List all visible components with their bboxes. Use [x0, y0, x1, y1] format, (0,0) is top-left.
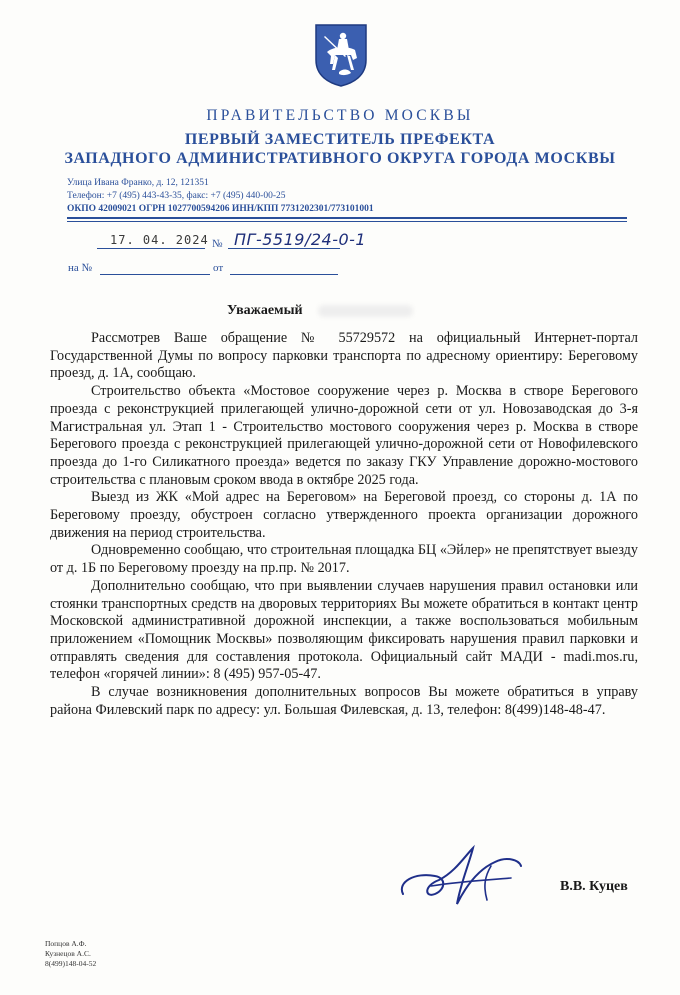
number-sign: №: [212, 238, 223, 250]
contacts-block: [67, 177, 374, 216]
redacted-name: [318, 305, 413, 317]
on-number-label: на №: [68, 262, 93, 274]
address-line: Улица Ивана Франко, д. 12, 121351: [67, 178, 209, 188]
from-label: от: [213, 262, 224, 274]
signer-name: В.В. Куцев: [560, 879, 628, 894]
registration-date-stamp: 17. 04. 2024: [110, 233, 209, 247]
letter-body: [50, 330, 638, 719]
executor-2: Кузнецов А.С.: [45, 949, 91, 958]
paragraph: Строительство объекта «Мостовое сооружение через р. Москва в створе Берегового проезда с реконструкцией прилегающей улично-дорожной сети от ул. Новозаводская до 3-я Магистральная ул. Этап 1 - Строительство мостового сооружения через р. Москва в створе Берегового проезда с реконструкцией прилегающей улично-дорожной сети от Новофилевского проезда до 1-го Силикатного проезда» ведется по заказу ГКУ Управление дорожно-мостового строительства с плановым сроком ввода в октябре 2025 года.: [50, 383, 638, 488]
header-rule-thin: [67, 221, 627, 222]
office-title-line2: ЗАПАДНОГО АДМИНИСТРАТИВНОГО ОКРУГА ГОРОДА МОСКВЫ: [64, 150, 616, 167]
registration-number: ПГ-5519/24-0-1: [234, 230, 367, 249]
government-title: ПРАВИТЕЛЬСТВО МОСКВЫ: [206, 107, 474, 124]
executor-phone: 8(499)148-04-52: [45, 959, 97, 968]
header-rule-thick: [67, 217, 627, 219]
paragraph: Дополнительно сообщаю, что при выявлении случаев нарушения правил остановки или стоянки транспортных средств на дворовых территориях Вы можете обратиться в контакт центр Московской административной дорожной инспекции, а также воспользоваться мобильным приложением «Помощник Москвы» позволяющим фиксировать нарушения правил парковки и отправлять сведения для составления протокола. Официальный сайт МАДИ - madi.mos.ru, телефон «горячей линии»: 8 (495) 957-05-47.: [50, 577, 638, 683]
greeting: Уважаемый: [227, 303, 303, 318]
moscow-coat-of-arms-icon: [313, 22, 369, 88]
from-line: [230, 260, 338, 275]
phones-line: Телефон: +7 (495) 443-43-35, факс: +7 (495) 440-00-25: [67, 191, 286, 201]
executors-block: [45, 939, 96, 969]
paragraph: Рассмотрев Ваше обращение № 55729572 на официальный Интернет-портал Государственной Думы по вопросу парковки транспорта по адресному ориентиру: Береговому проезд, д. 1А, сообщаю.: [50, 330, 638, 382]
paragraph: Выезд из ЖК «Мой адрес на Береговом» на Береговой проезд, со стороны д. 1А по Береговому проезду, обустроен согласно утвержденного проекта организации дорожного движения на период строительства.: [50, 489, 638, 541]
executor-1: Попцов А.Ф.: [45, 939, 87, 948]
paragraph: Одновременно сообщаю, что строительная площадка БЦ «Эйлер» не препятствует выезду от д. 1Б по Береговому проезду на пр.пр. № 2017.: [50, 542, 638, 577]
handwritten-signature-icon: [395, 842, 525, 912]
registry-line: ОКПО 42009021 ОГРН 1027700594206 ИНН/КПП 7731202301/773101001: [67, 204, 374, 214]
on-number-line: [100, 260, 210, 275]
office-title-line1: ПЕРВЫЙ ЗАМЕСТИТЕЛЬ ПРЕФЕКТА: [184, 131, 496, 148]
paragraph: В случае возникновения дополнительных вопросов Вы можете обратиться в управу района Филевский парк по адресу: ул. Большая Филевская, д. 13, телефон: 8(499)148-48-47.: [50, 684, 638, 718]
